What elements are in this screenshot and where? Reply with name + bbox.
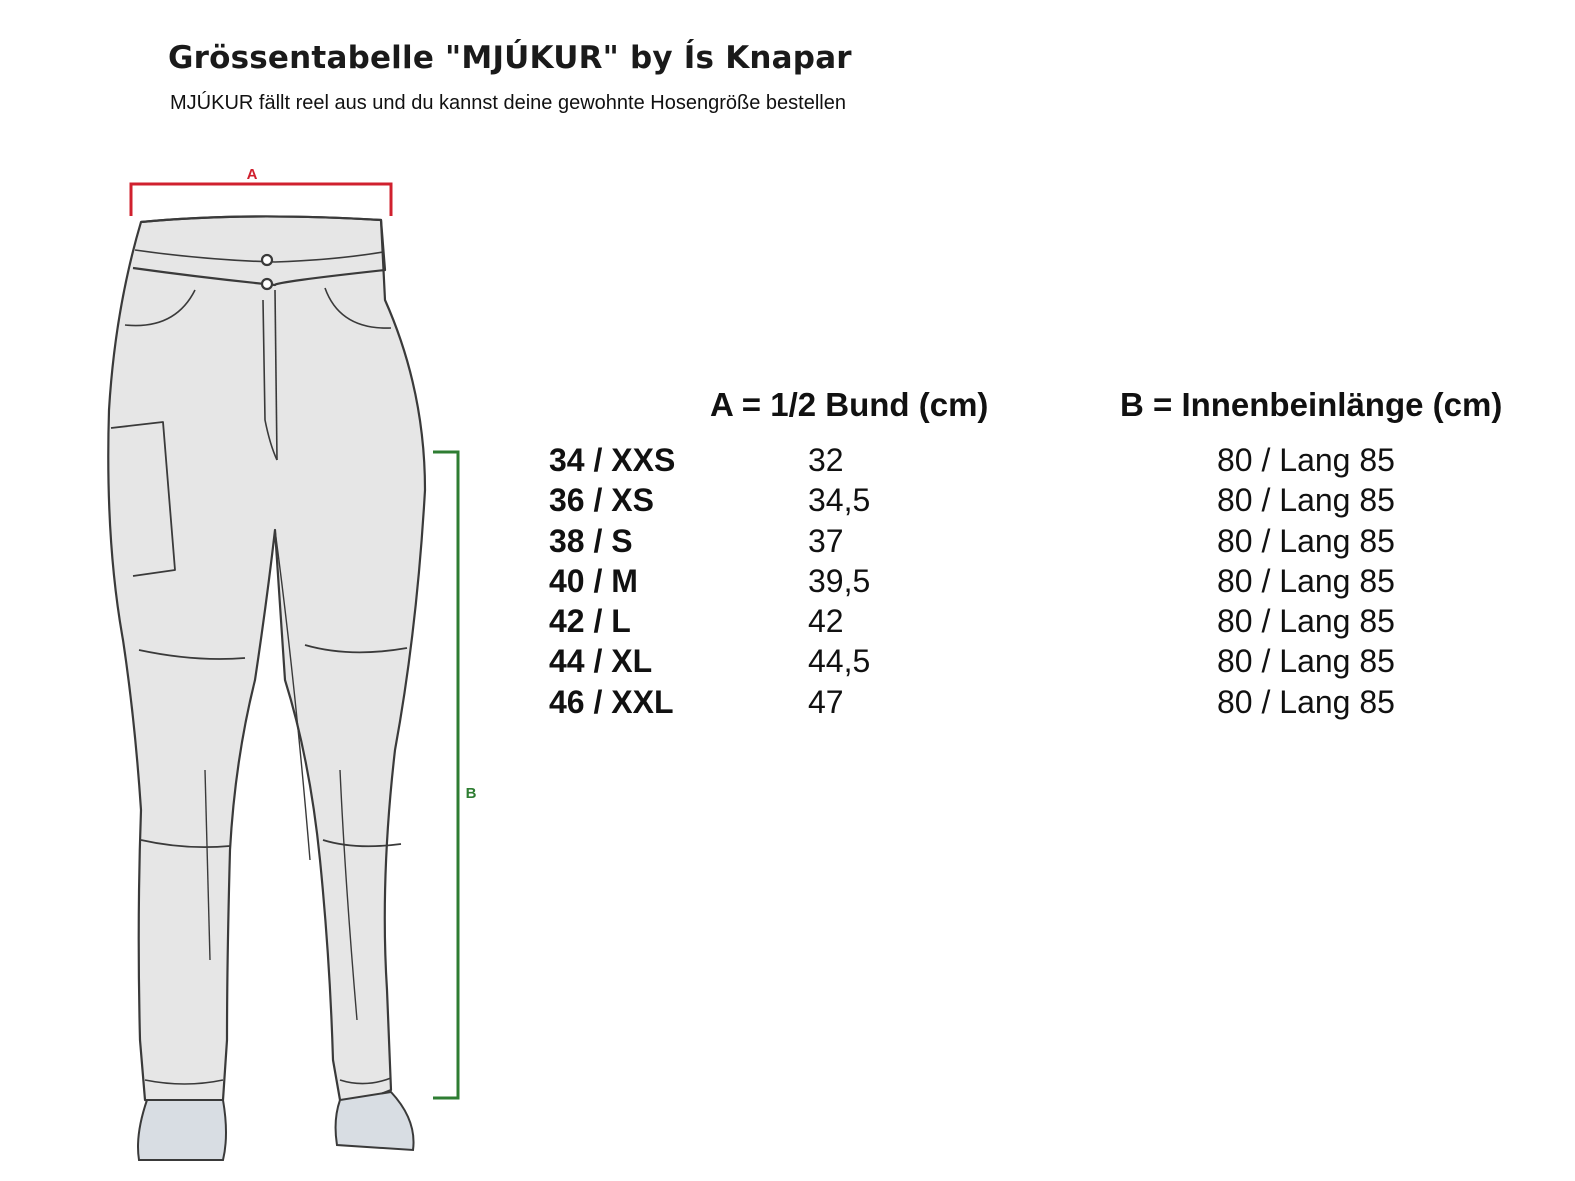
measure-a-bracket — [131, 166, 391, 216]
inseam-value: 80 / Lang 85 — [1217, 522, 1395, 559]
size-label: 36 / XS — [549, 482, 654, 519]
size-label: 42 / L — [549, 603, 631, 640]
table-row — [0, 601, 1575, 641]
inseam-value: 80 / Lang 85 — [1217, 643, 1395, 680]
shoes-icon — [138, 1092, 414, 1160]
inseam-value: 80 / Lang 85 — [1217, 562, 1395, 599]
waist-value: 37 — [808, 522, 844, 559]
inseam-value: 80 / Lang 85 — [1217, 482, 1395, 519]
table-row — [0, 440, 1575, 480]
size-label: 46 / XXL — [549, 683, 674, 720]
inseam-value: 80 / Lang 85 — [1217, 683, 1395, 720]
column-header-waist: A = 1/2 Bund (cm) — [710, 386, 989, 423]
waist-value: 42 — [808, 603, 844, 640]
column-header-inseam: B = Innenbeinlänge (cm) — [1120, 386, 1503, 423]
size-label: 40 / M — [549, 562, 638, 599]
size-table — [0, 440, 1575, 722]
page-title: Grössentabelle "MJÚKUR" by Ís Knapar — [168, 40, 852, 76]
size-label: 34 / XXS — [549, 442, 676, 478]
waist-value: 34,5 — [808, 482, 871, 519]
table-row — [0, 641, 1575, 681]
waist-value: 32 — [808, 442, 844, 478]
waist-value: 44,5 — [808, 643, 871, 680]
table-row — [0, 561, 1575, 601]
size-label: 38 / S — [549, 522, 633, 559]
table-row — [0, 521, 1575, 561]
table-row — [0, 682, 1575, 722]
measure-b-label: B — [465, 785, 477, 802]
inseam-value: 80 / Lang 85 — [1217, 442, 1395, 478]
inseam-value: 80 / Lang 85 — [1217, 603, 1395, 640]
table-row — [0, 480, 1575, 520]
page-subtitle: MJÚKUR fällt reel aus und du kannst deine gewohnte Hosengröße bestellen — [170, 92, 846, 114]
size-label: 44 / XL — [549, 643, 653, 680]
waist-value: 39,5 — [808, 562, 871, 599]
measure-a-label: A — [246, 166, 258, 183]
waist-value: 47 — [808, 683, 844, 720]
